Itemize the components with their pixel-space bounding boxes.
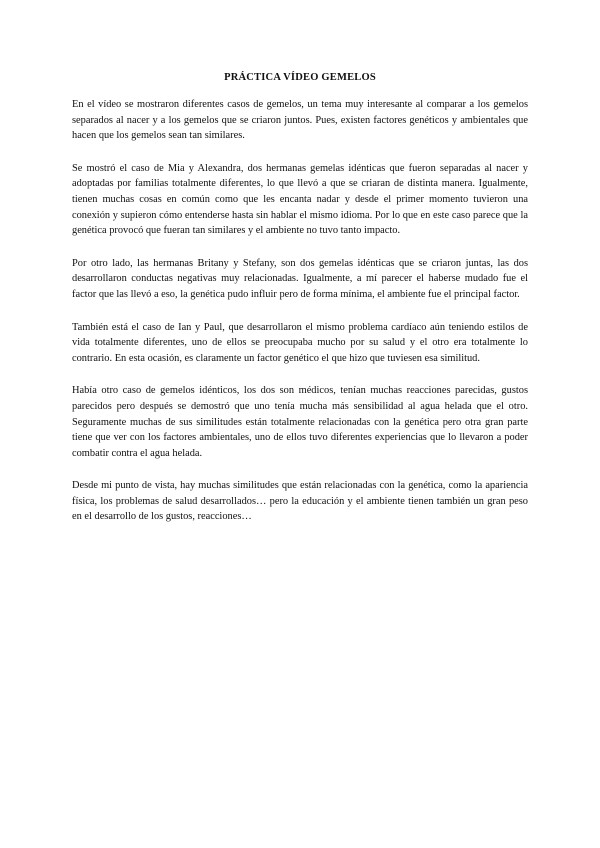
paragraph-medicos: Había otro caso de gemelos idénticos, los dos son médicos, tenían muchas reacciones parecidas, gustos parecidos pero después se demostró que uno tenía mucha más sensibilidad al agua helada que el otro. Seguramente muchas de sus similitudes están totalmente relacionadas con la genética pero otra gran parte tiene que ver con los factores ambientales, uno de ellos tuvo diferentes experiencias que lo llevaron a poder combatir contra el agua helada. <box>72 385 528 459</box>
paragraph-mia-alexandra: Se mostró el caso de Mia y Alexandra, dos hermanas gemelas idénticas que fueron separadas al nacer y adoptadas por familias totalmente diferentes, lo que llevó a que se criaran de distinta manera. Igualmente, tienen muchas cosas en común como que les encanta nadar y desde el primer momento tuvieron una conexión y supieron cómo entenderse hasta sin hablar el mismo idioma. Por lo que en este caso parece que la genética provocó que fueran tan similares y el ambiente no tuvo tanto impacto. <box>72 162 528 237</box>
document-title: PRÁCTICA VÍDEO GEMELOS <box>224 72 376 83</box>
paragraph-intro: En el vídeo se mostraron diferentes casos de gemelos, un tema muy interesante al comparar a los gemelos separados al nacer y a los gemelos que se criaron juntos. Pues, existen factores genéticos y ambientales que hacen que los gemelos sean tan similares. <box>72 99 528 142</box>
document-page <box>72 72 528 542</box>
paragraph-ian-paul: También está el caso de Ian y Paul, que desarrollaron el mismo problema cardíaco aún teniendo estilos de vida totalmente diferentes, uno de ellos se preocupaba mucho por su salud y el otro era totalmente lo contrario. En esta ocasión, es claramente un factor genético el que hizo que tuviesen esa similitud. <box>72 321 528 364</box>
paragraph-conclusion: Desde mi punto de vista, hay muchas similitudes que están relacionadas con la genética, como la apariencia física, los problemas de salud desarrollados… pero la educación y el ambiente tienen también un gran peso en el desarrollo de los gustos, reacciones… <box>72 480 528 523</box>
paragraph-britany-stefany: Por otro lado, las hermanas Britany y Stefany, son dos gemelas idénticas que se criaron juntas, las dos desarrollaron conductas negativas muy relacionadas. Igualmente, a mí parecer el haberse mudado fue el factor que las llevó a eso, la genética pudo influir pero de forma mínima, el ambiente fue el principal factor. <box>72 257 528 300</box>
